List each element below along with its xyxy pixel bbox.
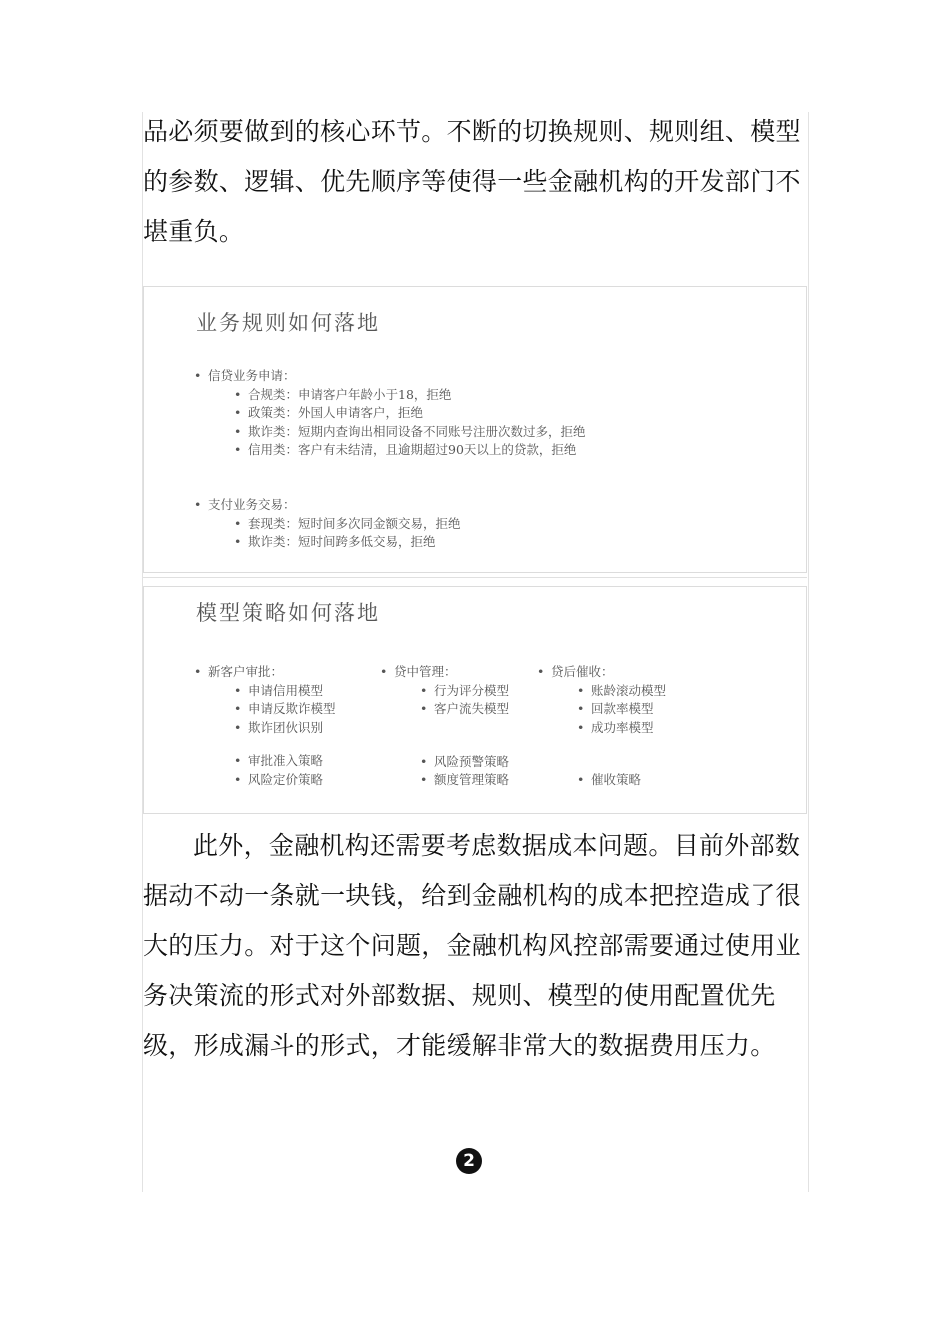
list-item: • 合规类：申请客户年龄小于18，拒绝: [234, 386, 586, 405]
list-item: • 催收策略: [577, 771, 666, 790]
slide-divider: [143, 577, 807, 578]
right-margin-guide: [808, 112, 809, 1192]
paragraph-intro: 品必须要做到的核心环节。不断的切换规则、规则组、模型的参数、逻辑、优先顺序等使得一些金融机构的开发部门不堪重负。: [143, 117, 801, 246]
rule-group-payment: [194, 496, 461, 552]
group-heading: 信贷业务申请：: [208, 368, 296, 383]
list-item: [194, 663, 336, 789]
list-item: • 额度管理策略: [420, 771, 509, 790]
list-item: [380, 663, 509, 790]
list-item: • 风险定价策略: [234, 771, 336, 790]
list-item: • 套现类：短时间多次同金额交易，拒绝: [234, 515, 461, 534]
rule-group-credit: [194, 367, 586, 460]
list-item: • 欺诈类：短期内查询出相同设备不同账号注册次数过多，拒绝: [234, 423, 586, 442]
slide-title: 业务规则如何落地: [196, 311, 380, 335]
list-item: • 申请反欺诈模型: [234, 700, 336, 719]
list-item: [194, 496, 461, 552]
group-heading: 支付业务交易：: [208, 497, 296, 512]
column-collection: [537, 663, 666, 790]
paragraph-data-cost: 此外，金融机构还需要考虑数据成本问题。目前外部数据动不动一条就一块钱，给到金融机构的成本把控造成了很大的压力。对于这个问题，金融机构风控部需要通过使用业务决策流的形式对外部数据、规则、模型的使用配置优先级，形成漏斗的形式，才能缓解非常大的数据费用压力。: [143, 831, 801, 1060]
list-item: • 风险预警策略: [420, 753, 509, 772]
list-item: [194, 367, 586, 460]
column-new-customer: [194, 663, 336, 789]
slide-business-rules: [143, 286, 807, 573]
list-item: • 审批准入策略: [234, 752, 336, 771]
group-heading: 贷后催收：: [551, 664, 614, 679]
list-item: • 行为评分模型: [420, 682, 509, 701]
column-in-loan: [380, 663, 509, 790]
list-item: • 欺诈团伙识别: [234, 719, 336, 738]
page-number-badge: 2: [456, 1148, 482, 1174]
slide-model-strategy: [143, 586, 807, 814]
slide-title: 模型策略如何落地: [196, 601, 380, 625]
list-item: [537, 663, 666, 790]
list-item: • 成功率模型: [577, 719, 666, 738]
group-heading: 新客户审批：: [208, 664, 284, 679]
list-item: • 信用类：客户有未结清，且逾期超过90天以上的贷款，拒绝: [234, 441, 586, 460]
list-item: • 回款率模型: [577, 700, 666, 719]
list-item: • 账龄滚动模型: [577, 682, 666, 701]
group-heading: 贷中管理：: [394, 664, 457, 679]
list-item: • 申请信用模型: [234, 682, 336, 701]
list-item: • 客户流失模型: [420, 700, 509, 719]
list-item: • 政策类：外国人申请客户，拒绝: [234, 404, 586, 423]
list-item: • 欺诈类：短时间跨多低交易，拒绝: [234, 533, 461, 552]
